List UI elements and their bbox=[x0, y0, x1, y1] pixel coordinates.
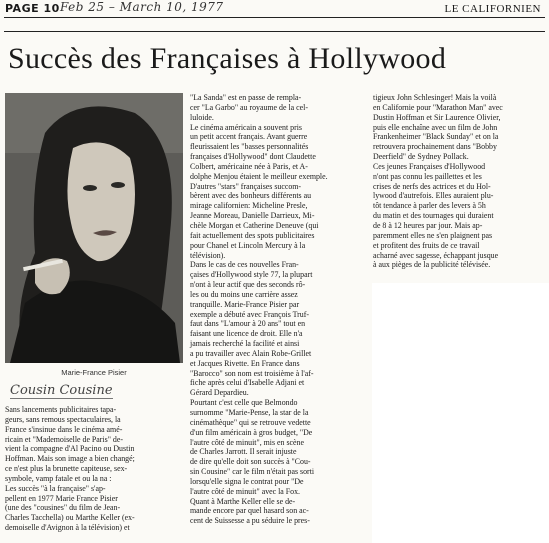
article-line: exemple a débuté avec François Truf- bbox=[190, 309, 309, 319]
article-line: françaises d'Hollywood" dont Claudette bbox=[190, 152, 316, 162]
article-line: tôt tendance à parler des levers à 5h bbox=[373, 201, 486, 211]
article-line: mande encore par quel hasard son ac- bbox=[190, 506, 309, 516]
article-line: fait actuellement des spots publicitaires bbox=[190, 230, 315, 240]
page-header bbox=[0, 0, 549, 18]
headline-top-rule bbox=[4, 31, 545, 32]
article-line: surnomme "Marie-Pense, la star de la bbox=[190, 408, 309, 417]
article-line: sin Cousine" car le film n'était pas sorti bbox=[190, 467, 315, 477]
portrait-illustration bbox=[5, 93, 183, 363]
article-line: l'autre côté de minuit" avec la Fox. bbox=[190, 486, 301, 496]
article-line: fleurissaient les "basses personnalités bbox=[190, 142, 309, 152]
article-line: mirage californien: Micheline Presle, bbox=[190, 201, 308, 211]
article-line: bèrent avec des bonheurs différents au bbox=[190, 191, 312, 201]
article-line: Quant à Marthe Keller elle se de- bbox=[190, 496, 296, 506]
article-line: Sans lancements publicitaires tapa- bbox=[5, 405, 117, 414]
article-line: en Californie pour "Marathon Man" avec bbox=[373, 102, 503, 112]
article-line: Deerfield" de Sydney Pollack. bbox=[373, 152, 469, 162]
clipping-cutout bbox=[372, 283, 549, 543]
article-line: pellent en 1977 Marie France Pisier bbox=[5, 493, 118, 503]
article-line: pour Chanel et Lincoln Mercury à la bbox=[190, 240, 306, 250]
photo-caption: Marie-France Pisier bbox=[61, 368, 127, 377]
article-line: symbole, vamp fatale et ou la na : bbox=[5, 473, 112, 483]
article-line: tigieux John Schlesinger! Mais la voilà bbox=[373, 93, 497, 102]
article-line: tranquille. Marie-France Pisier par bbox=[190, 299, 300, 309]
article-line: l'autre côté de minuit", mis en scène bbox=[190, 437, 304, 447]
handwritten-date: Feb 25 – March 10, 1977 bbox=[60, 0, 224, 14]
article-line: ce n'est plus la brunette capiteuse, sex- bbox=[5, 464, 128, 474]
article-line: télévision). bbox=[190, 250, 226, 260]
article-line: lywood d'autrefois. Elles auraient plu- bbox=[373, 191, 494, 201]
header-rule bbox=[4, 17, 545, 18]
article-column-right bbox=[373, 93, 545, 270]
article-line: çaises d'Hollywood style 77, la plupart bbox=[190, 270, 313, 280]
article-line: de dire qu'elle doit son succès à "Cou- bbox=[190, 457, 311, 467]
article-line: un petit accent français. Avant guerre bbox=[190, 132, 308, 142]
article-line: cinémathèque" qui se retrouve vedette bbox=[190, 417, 311, 427]
article-line: cent de Suissesse a pu séduire le pres- bbox=[190, 516, 310, 526]
article-column-left bbox=[5, 405, 183, 533]
article-line: Pourtant c'est celle que Belmondo bbox=[190, 398, 298, 408]
article-line: acharné avec sagesse, échappant jusque bbox=[373, 250, 499, 260]
article-line: lorsqu'elle signa le contrat pour "De bbox=[190, 476, 304, 486]
handwritten-title: Cousin Cousine bbox=[10, 383, 113, 398]
page-number: PAGE 10 bbox=[5, 2, 60, 15]
masthead: LE CALIFORNIEN bbox=[444, 3, 541, 15]
article-line: n'ont à leur actif que des seconds rô- bbox=[190, 280, 306, 290]
article-line: jamais recherché la facilité et ainsi bbox=[190, 339, 300, 349]
article-line: Ces jeunes Françaises d'Hollywood bbox=[373, 161, 486, 171]
article-line: faisant une licence de droit. Elle n'a bbox=[190, 329, 303, 339]
article-line: a pu travailler avec Alain Robe-Grillet bbox=[190, 348, 312, 358]
article-line: "Barocco" son nom est troisième à l'af- bbox=[190, 368, 314, 378]
article-line: retrouvera prochainement dans "Bobby bbox=[373, 142, 497, 152]
article-line: dolphe Menjou étaient le meilleur exemple. bbox=[190, 171, 328, 181]
article-line: faut dans "L'amour à 20 ans" tout en bbox=[190, 319, 306, 329]
article-line: du matin et des tournages qui duraient bbox=[373, 211, 494, 221]
article-line: ricain et "Mademoiselle de Paris" de- bbox=[5, 434, 123, 444]
article-line: et profitent des fruits de ce travail bbox=[373, 240, 480, 250]
article-line: France s'insinue dans le cinéma amé- bbox=[5, 424, 123, 434]
article-line: geurs, sans remous spectaculaires, la bbox=[5, 414, 121, 424]
article-line: (une des "cousines" du film de Jean- bbox=[5, 503, 121, 513]
article-line: "La Sanda" est en passe de rempla- bbox=[190, 93, 302, 102]
article-line: Dustin Hoffman et Sir Laurence Olivier, bbox=[373, 112, 501, 122]
article-line: Colbert, américaine née à Paris, et A- bbox=[190, 161, 308, 171]
portrait-photo bbox=[5, 93, 183, 363]
article-line: les ou du moins une carrière assez bbox=[190, 289, 298, 299]
article-line: de 8 à 12 heures par jour. Mais ap- bbox=[373, 220, 483, 230]
headline: Succès des Françaises à Hollywood bbox=[8, 42, 447, 75]
article-line: Frankenheimer "Black Sunday" et on la bbox=[373, 132, 499, 142]
article-line: paremment elles ne s'en plaignent pas bbox=[373, 230, 493, 240]
article-line: cer "La Garbo" au royaume de la cel- bbox=[190, 102, 308, 112]
article-line: Gérard Depardieu. bbox=[190, 388, 249, 398]
article-line: fiche après celui d'Isabelle Adjani et bbox=[190, 378, 305, 388]
article-line: vient la compagne d'Al Pacino ou Dustin bbox=[5, 444, 135, 454]
article-line: Charles Tacchella) ou Marthe Keller (ex- bbox=[5, 513, 135, 523]
article-column-middle bbox=[190, 93, 370, 526]
article-line: demoiselle d'Avignon à la télévision) et bbox=[5, 523, 130, 533]
article-line: chèle Morgan et Catherine Deneuve (qui bbox=[190, 220, 319, 230]
article-line: puis elle enchaîne avec un film de John bbox=[373, 122, 498, 132]
article-line: à aux pièges de la publicité télévisée. bbox=[373, 260, 491, 270]
article-line: crises de nerfs des actrices et du Hol- bbox=[373, 181, 491, 191]
article-line: Hoffman. Mais son image a bien changé; bbox=[5, 454, 135, 464]
article-line: Les succès "à la française" s'ap- bbox=[5, 483, 106, 493]
article-line: n'ont pas connu les paillettes et les bbox=[373, 171, 482, 181]
article-line: D'autres "stars" françaises succom- bbox=[190, 181, 302, 191]
article-line: Dans le cas de ces nouvelles Fran- bbox=[190, 260, 299, 270]
article-line: et Jacques Rivette. En France dans bbox=[190, 358, 300, 368]
article-line: luloide. bbox=[190, 112, 214, 122]
article-line: Jeanne Moreau, Danielle Darrieux, Mi- bbox=[190, 211, 315, 221]
article-line: d'un film américain à gros budget, "De bbox=[190, 427, 313, 437]
article-line: Le cinéma américain a souvent pris bbox=[190, 122, 302, 132]
article-line: de Charles Jarrott. Il serait injuste bbox=[190, 447, 297, 457]
